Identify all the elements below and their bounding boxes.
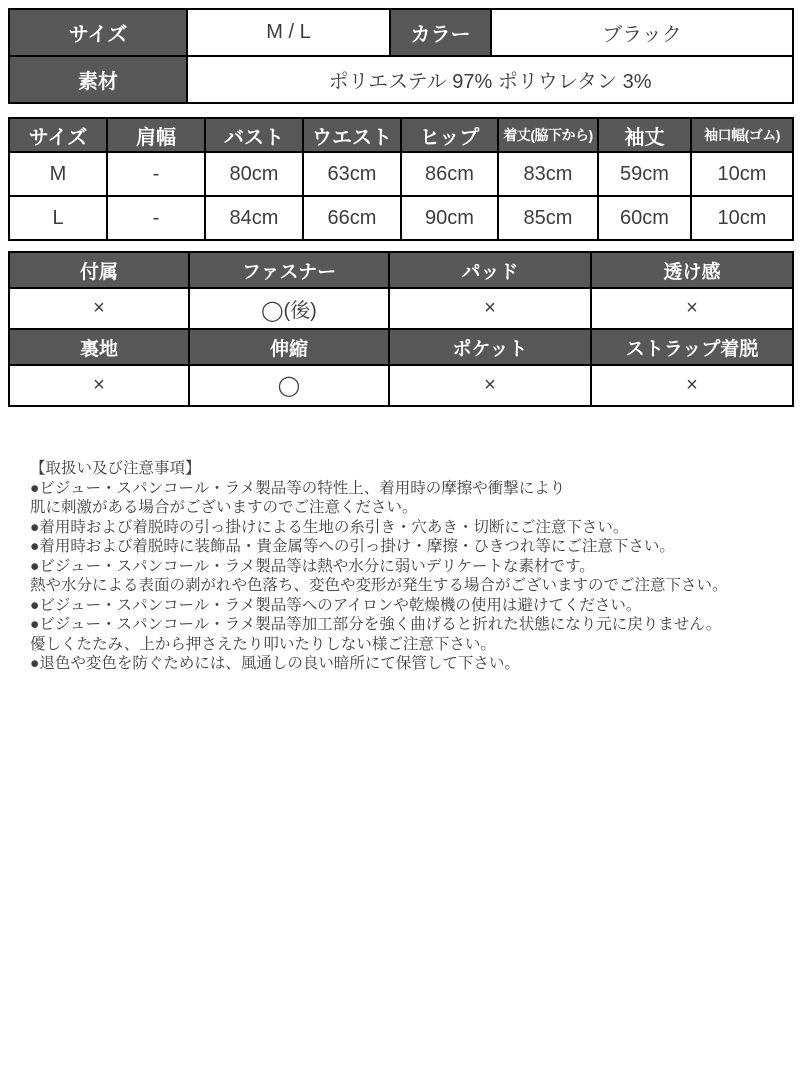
col-header-hip: ヒップ <box>401 118 498 152</box>
feature-value-strap: × <box>591 365 793 406</box>
col-header-length: 着丈(脇下から) <box>498 118 598 152</box>
col-header-size: サイズ <box>9 118 107 152</box>
care-notes-title: 【取扱い及び注意事項】 <box>30 460 201 477</box>
feature-value-lining: × <box>9 365 189 406</box>
care-note-line: ●退色や変色を防ぐためには、風通しの良い暗所にて保管して下さい。 <box>30 655 520 672</box>
cell-l-size: L <box>9 196 107 240</box>
cell-m-waist: 63cm <box>303 152 401 196</box>
size-row-l <box>9 196 793 240</box>
care-note-line: ●着用時および着脱時に装飾品・貴金属等への引っ掛け・摩擦・ひきつれ等にご注意下さい。 <box>30 538 675 555</box>
measurements-table <box>8 117 794 241</box>
col-header-shoulder: 肩幅 <box>107 118 205 152</box>
cell-m-length: 83cm <box>498 152 598 196</box>
cell-l-cuff: 10cm <box>691 196 793 240</box>
feature-value-pocket: × <box>389 365 591 406</box>
cell-m-bust: 80cm <box>205 152 303 196</box>
cell-m-hip: 86cm <box>401 152 498 196</box>
features-table <box>8 251 794 407</box>
cell-l-waist: 66cm <box>303 196 401 240</box>
size-row-m <box>9 152 793 196</box>
material-label: 素材 <box>9 56 187 103</box>
feature-header-strap: ストラップ着脱 <box>591 329 793 365</box>
feature-value-fastener: ◯(後) <box>189 288 389 329</box>
cell-m-sleeve: 59cm <box>598 152 691 196</box>
col-header-waist: ウエスト <box>303 118 401 152</box>
cell-l-length: 85cm <box>498 196 598 240</box>
features-header-row-1 <box>9 252 793 288</box>
summary-table <box>8 8 794 104</box>
material-value: ポリエステル 97% ポリウレタン 3% <box>187 56 793 103</box>
feature-header-sheerness: 透け感 <box>591 252 793 288</box>
col-header-cuff: 袖口幅(ゴム) <box>691 118 793 152</box>
size-label: サイズ <box>9 9 187 56</box>
care-note-line: 優しくたたみ、上から押さえたり叩いたりしない様ご注意下さい。 <box>30 635 496 653</box>
cell-m-size: M <box>9 152 107 196</box>
feature-value-pad: × <box>389 288 591 329</box>
features-value-row-2 <box>9 365 793 406</box>
feature-header-fastener: ファスナー <box>189 252 389 288</box>
measurements-header-row <box>9 118 793 152</box>
cell-m-cuff: 10cm <box>691 152 793 196</box>
care-note-line: 熱や水分による表面の剥がれや色落ち、変色や変形が発生する場合がございますのでご注意下さい。 <box>30 577 728 594</box>
care-note-line: ●着用時および着脱時の引っ掛けによる生地の糸引き・穴あき・切断にご注意下さい。 <box>30 518 629 536</box>
care-note-line: ●ビジュー・スパンコール・ラメ製品等へのアイロンや乾燥機の使用は避けてください。 <box>30 596 642 614</box>
feature-header-accessory: 付属 <box>9 252 189 288</box>
cell-l-shoulder: - <box>107 196 205 240</box>
feature-value-accessory: × <box>9 288 189 329</box>
cell-m-shoulder: - <box>107 152 205 196</box>
care-note-line: ●ビジュー・スパンコール・ラメ製品等は熱や水分に弱いデリケートな素材です。 <box>30 557 595 575</box>
cell-l-hip: 90cm <box>401 196 498 240</box>
features-value-row-1 <box>9 288 793 329</box>
color-value: ブラック <box>491 9 793 56</box>
feature-header-stretch: 伸縮 <box>189 329 389 365</box>
feature-header-lining: 裏地 <box>9 329 189 365</box>
care-note-line: ●ビジュー・スパンコール・ラメ製品等の特性上、着用時の摩擦や衝撃により <box>30 479 566 497</box>
feature-value-stretch: ◯ <box>189 365 389 406</box>
cell-l-bust: 84cm <box>205 196 303 240</box>
size-value: M / L <box>187 9 390 56</box>
features-header-row-2 <box>9 329 793 365</box>
feature-value-sheerness: × <box>591 288 793 329</box>
summary-row-size-color <box>9 9 793 56</box>
col-header-bust: バスト <box>205 118 303 152</box>
feature-header-pocket: ポケット <box>389 329 591 365</box>
col-header-sleeve: 袖丈 <box>598 118 691 152</box>
summary-row-material <box>9 56 793 103</box>
feature-header-pad: パッド <box>389 252 591 288</box>
care-note-line: 肌に刺激がある場合がございますのでご注意ください。 <box>30 499 418 516</box>
color-label: カラー <box>390 9 491 56</box>
care-note-line: ●ビジュー・スパンコール・ラメ製品等加工部分を強く曲げると折れた状態になり元に戻りません。 <box>30 616 722 633</box>
cell-l-sleeve: 60cm <box>598 196 691 240</box>
care-notes <box>30 459 786 674</box>
